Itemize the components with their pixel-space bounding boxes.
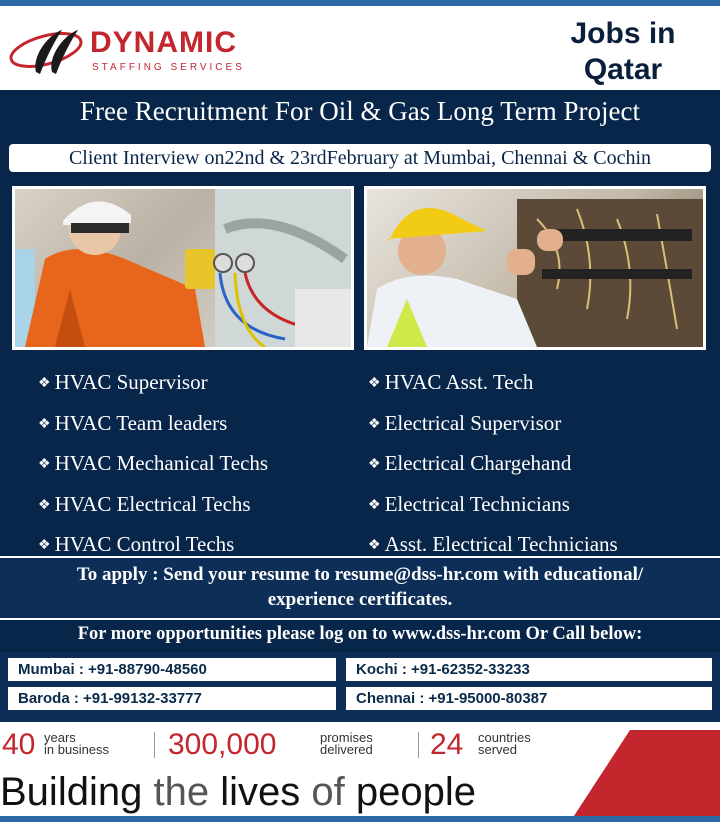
title-banner (0, 90, 720, 180)
list-item: ❖ Asst. Electrical Technicians (368, 526, 618, 567)
job-list-right (368, 364, 618, 567)
stat-promises-number: 300,000 (168, 728, 277, 761)
stat-promises-label: promises delivered (320, 730, 373, 757)
stat-separator (154, 732, 155, 758)
hvac-technician-photo (12, 186, 354, 350)
apply-instructions-line2: experience certificates. (267, 589, 453, 610)
tagline-word: of (311, 770, 345, 814)
tagline-word: Building (0, 770, 143, 814)
contact-kochi: Kochi : +91-62352-33233 (344, 656, 714, 683)
list-item: ❖ Electrical Supervisor (368, 405, 618, 446)
banner-title: Free Recruitment For Oil & Gas Long Term Project (80, 96, 640, 126)
electrician-photo (364, 186, 706, 350)
more-opportunities-text: For more opportunities please log on to www.dss-hr.com Or Call below: (77, 624, 643, 644)
stat-years-label: years in business (44, 730, 110, 757)
list-item: ❖ Electrical Chargehand (368, 445, 618, 486)
list-item: ❖ HVAC Asst. Tech (368, 364, 618, 405)
list-item: ❖ HVAC Supervisor (38, 364, 268, 405)
brand-logo (6, 24, 246, 84)
brand-name: DYNAMIC (90, 26, 237, 59)
header (0, 6, 720, 90)
headline-line2: Qatar (583, 53, 663, 86)
list-item: ❖ HVAC Electrical Techs (38, 486, 268, 527)
stat-separator (418, 732, 419, 758)
apply-section (0, 556, 720, 618)
apply-instructions-line1: To apply : Send your resume to resume@dss-hr.com with educational/ (76, 564, 644, 585)
tagline-word: people (355, 770, 476, 814)
contact-grid (0, 652, 720, 722)
stat-countries-label: countries served (478, 730, 531, 757)
job-listings (0, 356, 720, 556)
job-list-left (38, 364, 268, 567)
list-item: ❖ HVAC Control Techs (38, 526, 268, 567)
contact-chennai: Chennai : +91-95000-80387 (344, 685, 714, 712)
contact-baroda: Baroda : +91-99132-33777 (6, 685, 338, 712)
dss-logo-icon (6, 24, 90, 82)
interview-info: Client Interview on22nd & 23rdFebruary at Mumbai, Chennai & Cochin (7, 142, 713, 174)
list-item: ❖ Electrical Technicians (368, 486, 618, 527)
bottom-rule (0, 816, 720, 822)
headline-line1: Jobs in (570, 17, 676, 50)
stat-years-number: 40 (2, 728, 36, 761)
tagline-word: the (153, 770, 210, 814)
brand-subtitle: STAFFING SERVICES (92, 62, 245, 73)
contact-mumbai: Mumbai : +91-88790-48560 (6, 656, 338, 683)
tagline (0, 770, 720, 815)
list-item: ❖ HVAC Team leaders (38, 405, 268, 446)
photo-strip (0, 180, 720, 356)
stat-countries-number: 24 (430, 728, 464, 761)
list-item: ❖ HVAC Mechanical Techs (38, 445, 268, 486)
footer-banner (0, 722, 720, 822)
headline (540, 16, 706, 88)
more-opportunities (0, 618, 720, 652)
tagline-word: lives (220, 770, 301, 814)
